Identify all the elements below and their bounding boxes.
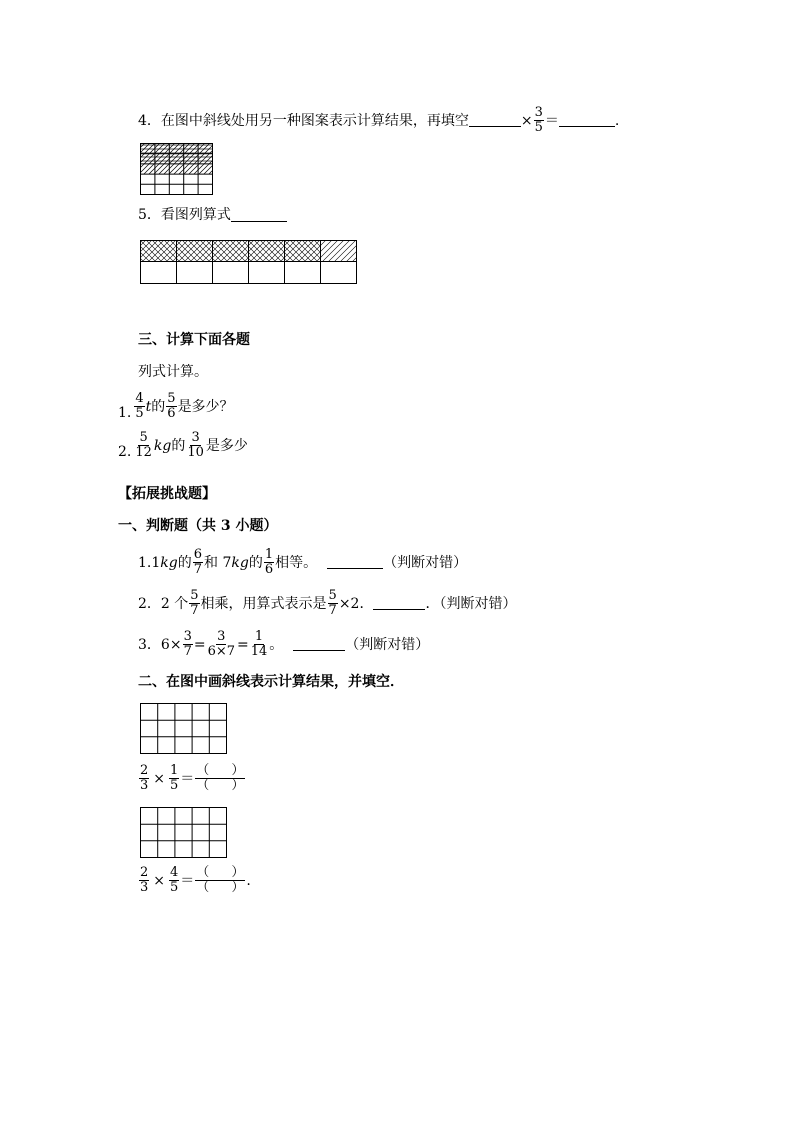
- times-sign: ×: [520, 112, 533, 129]
- judge-1-frac-1: $\frac{6}{7}$: [193, 547, 202, 577]
- draw-heading: 二、在图中画斜线表示计算结果，并填空．: [138, 674, 404, 690]
- q4-grid: [140, 143, 214, 196]
- judge-2-frac-1: $\frac{5}{7}$: [190, 588, 199, 618]
- calc-2-frac-1: $\frac{5}{12}$: [135, 430, 152, 460]
- judge-heading: 一、判断题（共 3 小题）: [118, 518, 278, 534]
- eq2-frac-2: $\frac{4}{5}$: [170, 865, 179, 895]
- calc-1-frac-2: $\frac{5}{6}$: [167, 391, 176, 421]
- eq1-frac-2: $\frac{1}{5}$: [170, 763, 179, 793]
- q4-blank-1[interactable]: [469, 114, 521, 127]
- question-4: 4．在图中斜线处用另一种图案表示计算结果，再填空 × $\frac{3}{5}$ ＝ .: [138, 105, 620, 135]
- judge-1-frac-2: $\frac{1}{6}$: [264, 547, 274, 577]
- calc-1-frac-1: $\frac{4}{5}$: [135, 391, 144, 421]
- q5-hatch-diag: [321, 241, 357, 262]
- eq2-answer-fraction[interactable]: $\frac{( )}{( )}$: [196, 865, 245, 895]
- judge-3-frac-3: $\frac{1}{14}$: [250, 629, 268, 659]
- extension-heading: 【拓展挑战题】: [118, 486, 216, 502]
- draw-equation-2: $\frac{2}{3}$ × $\frac{4}{5}$ ＝ $\frac{( )}{( )}$ .: [140, 865, 251, 895]
- judge-item-1: 1.1 kg 的 $\frac{6}{7}$ 和 7 kg 的 $\frac{1}{6}$ 相等。 （判断对错）: [138, 547, 468, 577]
- judge-item-3: 3． 6× $\frac{3}{7}$ = $\frac{3}{6\times 7}$ = $\frac{1}{14}$ 。 （判断对错）: [138, 629, 430, 659]
- equals-sign: ＝: [544, 112, 559, 129]
- section-3-sub: 列式计算。: [138, 364, 208, 380]
- eq2-frac-1: $\frac{2}{3}$: [140, 865, 149, 895]
- calc-item-2: 2. $\frac{5}{12}$ kg 的 $\frac{3}{10}$ 是多少: [118, 430, 248, 460]
- section-3-heading: 三、计算下面各题: [138, 332, 250, 348]
- eq1-frac-1: $\frac{2}{3}$: [140, 763, 149, 793]
- judge-item-2: 2．2 个 $\frac{5}{7}$ 相乘，用算式表示是 $\frac{5}{7}$ ×2． ．（判断对错）: [138, 588, 517, 618]
- q4-text: 4．在图中斜线处用另一种图案表示计算结果，再填空: [138, 112, 469, 129]
- judge-2-frac-2: $\frac{5}{7}$: [328, 588, 337, 618]
- draw-grid-1[interactable]: [140, 703, 228, 755]
- judge-3-frac-2: $\frac{3}{6\times 7}$: [207, 629, 236, 659]
- draw-equation-1: $\frac{2}{3}$ × $\frac{1}{5}$ ＝ $\frac{( )}{( )}$: [140, 763, 245, 793]
- judge-2-blank[interactable]: [373, 597, 425, 610]
- q5-grid: [140, 240, 358, 285]
- judge-3-blank[interactable]: [293, 638, 345, 651]
- question-5: [138, 207, 287, 223]
- q5-text: 5．看图列算式: [138, 207, 231, 223]
- q4-blank-2[interactable]: [559, 114, 615, 127]
- judge-3-frac-1: $\frac{3}{7}$: [183, 629, 192, 659]
- judge-1-blank[interactable]: [327, 556, 383, 569]
- calc-item-1: 1. $\frac{4}{5}$ t 的 $\frac{5}{6}$ 是多少？: [118, 391, 234, 421]
- calc-2-frac-2: $\frac{3}{10}$: [187, 430, 204, 460]
- q5-blank[interactable]: [231, 209, 287, 222]
- q5-hatch-cross: [141, 241, 321, 262]
- draw-grid-2[interactable]: [140, 807, 228, 859]
- eq1-answer-fraction[interactable]: $\frac{( )}{( )}$: [196, 763, 245, 793]
- q4-fraction: $\frac{3}{5}$: [534, 105, 543, 135]
